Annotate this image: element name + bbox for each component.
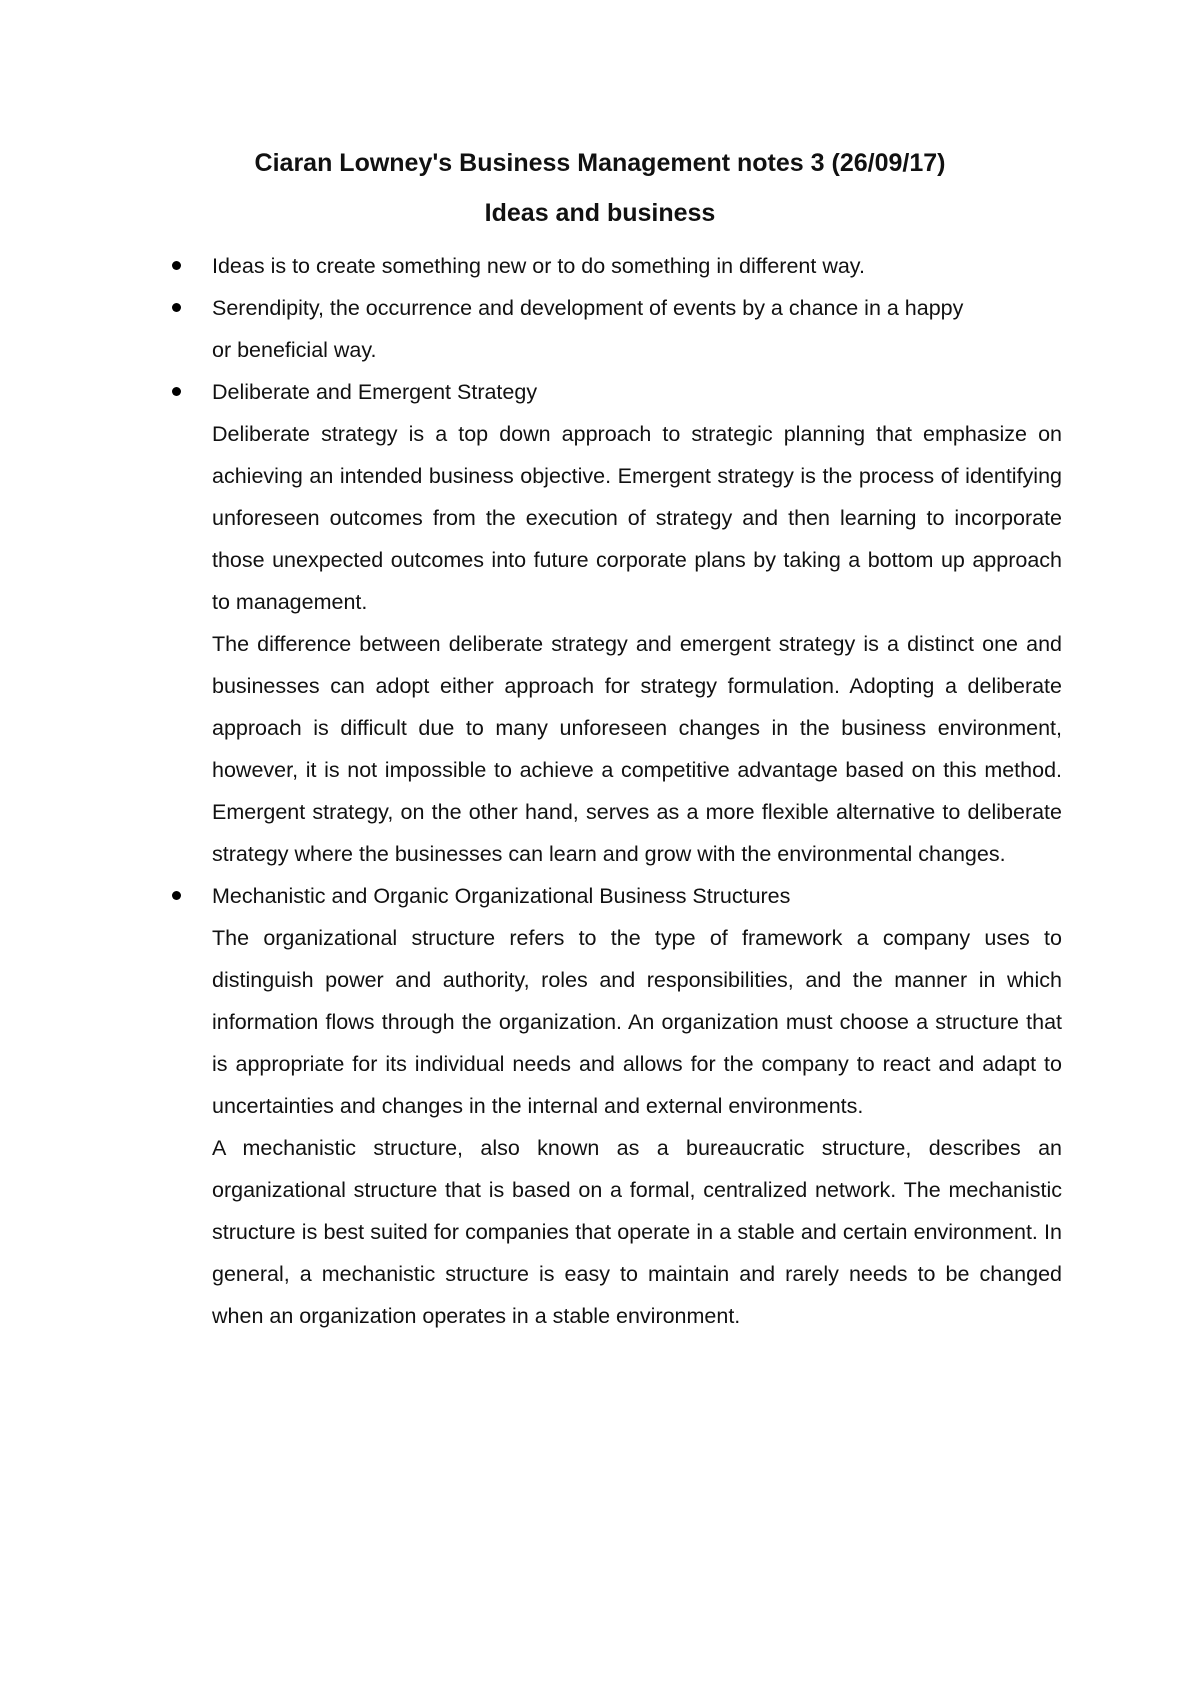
paragraph: A mechanistic structure, also known as a bureaucratic structure, describes an organizational structure that is based on a formal, centralized network. The mechanistic structure is best suited for companies that operate in a stable and certain environment. In general, a mechanistic structure is easy to maintain and rarely needs to be changed when an organization operates in a stable environment. — [212, 1136, 1062, 1328]
bullet-icon — [172, 261, 181, 270]
list-item — [212, 245, 1062, 287]
list-item-text: Serendipity, the occurrence and development of events by a chance in a happy or beneficial way. — [212, 296, 964, 362]
bullet-list — [212, 245, 1062, 1337]
list-item-text: Ideas is to create something new or to do something in different way. — [212, 254, 865, 278]
list-item — [212, 287, 1062, 371]
paragraph: The organizational structure refers to the type of framework a company uses to distinguish power and authority, roles and responsibilities, and the manner in which information flows through the organization. An organization must choose a structure that is appropriate for its individual needs and allows for the company to react and adapt to uncertainties and changes in the internal and external environments. — [212, 926, 1062, 1118]
paragraph: Deliberate strategy is a top down approach to strategic planning that emphasize on achieving an intended business objective. Emergent strategy is the process of identifying unforeseen outcomes from the execution of strategy and then learning to incorporate those unexpected outcomes into future corporate plans by taking a bottom up approach to management. — [212, 422, 1062, 614]
list-item-heading: Mechanistic and Organic Organizational Business Structures — [212, 884, 791, 908]
paragraph: The difference between deliberate strategy and emergent strategy is a distinct one and businesses can adopt either approach for strategy formulation. Adopting a deliberate approach is difficult due to many unforeseen changes in the business environment, however, it is not impossible to achieve a competitive advantage based on this method. Emergent strategy, on the other hand, serves as a more flexible alternative to deliberate strategy where the businesses can learn and grow with the environmental changes. — [212, 632, 1062, 866]
document-title: Ciaran Lowney's Business Management notes 3 (26/09/17) — [254, 149, 946, 177]
bullet-icon — [172, 303, 181, 312]
list-item — [212, 875, 1062, 1337]
bullet-icon — [172, 891, 181, 900]
bullet-icon — [172, 387, 181, 396]
document-subtitle: Ideas and business — [484, 199, 716, 227]
list-item — [212, 371, 1062, 875]
list-item-heading: Deliberate and Emergent Strategy — [212, 380, 538, 404]
